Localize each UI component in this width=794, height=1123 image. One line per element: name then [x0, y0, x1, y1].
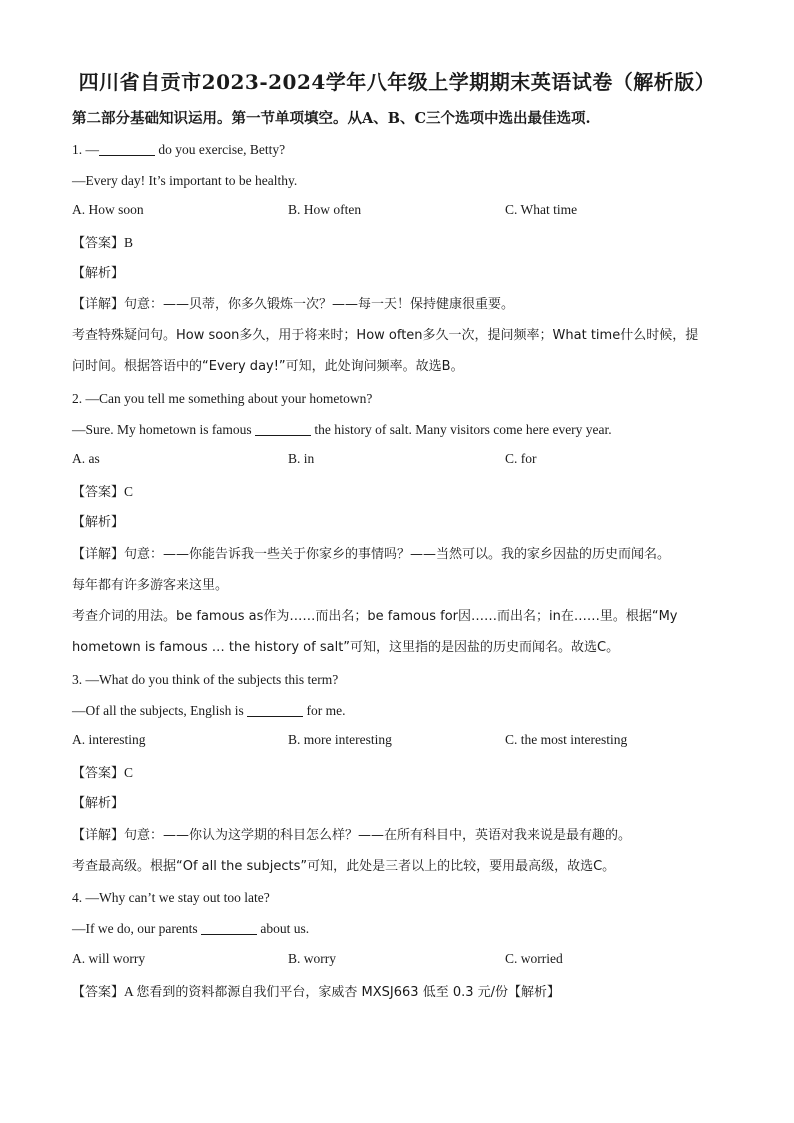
question-4-reply — [72, 919, 728, 939]
question-4-analysis-label: 【解析】 — [508, 985, 561, 1000]
question-3-detail-2: 考查最高级。根据“Of all the subjects”可知，此处是三者以上的比较，要用最高级，故选C。 — [72, 859, 616, 874]
answer-blank — [255, 422, 311, 436]
question-3-option-b: B. more interesting — [288, 732, 392, 747]
question-2-option-a: A. as — [72, 451, 100, 466]
question-4-option-b: B. worry — [288, 951, 336, 966]
question-2-stem: 2. —Can you tell me something about your hometown? — [72, 391, 373, 406]
question-1-answer — [72, 233, 728, 254]
q4-reply-end: about us. — [256, 921, 310, 936]
detail-text: 句意：——贝蒂，你多久锻炼一次？——每一天！保持健康很重要。 — [124, 297, 515, 312]
question-2-detail-1 — [72, 545, 728, 565]
q4-reply-start: —If we do, our parents — [72, 921, 201, 936]
question-3-detail-1 — [72, 826, 728, 846]
question-1-detail-3: 问时间。根据答语中的“Every day!”可知，此处询问频率。故选B。 — [72, 359, 464, 374]
q3-reply-end: for me. — [303, 703, 346, 718]
answer-label: 【答案】 — [72, 236, 125, 251]
question-1-option-c: C. What time — [505, 202, 578, 217]
question-1-option-a: A. How soon — [72, 202, 144, 217]
question-2-option-b: B. in — [288, 451, 315, 466]
question-1-reply: —Every day! It’s important to be healthy. — [72, 173, 298, 188]
question-1-analysis-label: 【解析】 — [72, 266, 125, 281]
question-2-detail-3: 考查介词的用法。be famous as作为……而出名；be famous for因……而出名；in在……里。根据“My — [72, 609, 678, 624]
q1-stem-end: do you exercise, Betty? — [155, 142, 286, 157]
question-4-option-c: C. worried — [505, 951, 563, 966]
question-2-analysis-label: 【解析】 — [72, 515, 125, 530]
question-4-answer — [72, 982, 728, 1003]
question-2-reply — [72, 420, 728, 440]
q1-stem-start: 1. — — [72, 142, 99, 157]
detail-text: 句意：——你认为这学期的科目怎么样？——在所有科目中，英语对我来说是最有趣的。 — [124, 828, 632, 843]
question-3-answer — [72, 763, 728, 784]
answer-value: B — [124, 235, 134, 250]
question-3-stem: 3. —What do you think of the subjects this term? — [72, 672, 339, 687]
answer-value: A — [124, 984, 134, 999]
question-1-detail-2: 考查特殊疑问句。How soon多久，用于将来时；How often多久一次，提问频率；What time什么时候，提 — [72, 328, 699, 343]
q2-reply-start: —Sure. My hometown is famous — [72, 422, 255, 437]
question-2-detail-4: hometown is famous … the history of salt”可知，这里指的是因盐的历史而闻名。故选C。 — [72, 640, 620, 655]
q2-reply-end: the history of salt. Many visitors come here every year. — [311, 422, 612, 437]
question-1-option-b: B. How often — [288, 202, 362, 217]
answer-label: 【答案】 — [72, 485, 125, 500]
detail-label: 【详解】 — [72, 547, 125, 562]
answer-label: 【答案】 — [72, 985, 125, 1000]
answer-blank — [247, 703, 303, 717]
answer-value: C — [124, 765, 134, 780]
answer-label: 【答案】 — [72, 766, 125, 781]
detail-label: 【详解】 — [72, 828, 125, 843]
question-3-option-a: A. interesting — [72, 732, 146, 747]
question-3-reply — [72, 701, 728, 721]
detail-text: 句意：——你能告诉我一些关于你家乡的事情吗？——当然可以。我的家乡因盐的历史而闻名。 — [124, 547, 671, 562]
question-2-detail-2: 每年都有许多游客来这里。 — [72, 578, 229, 593]
question-3-analysis-label: 【解析】 — [72, 796, 125, 811]
question-1-stem — [72, 140, 728, 160]
q3-reply-start: —Of all the subjects, English is — [72, 703, 248, 718]
question-4-option-a: A. will worry — [72, 951, 146, 966]
question-2-option-c: C. for — [505, 451, 537, 466]
answer-value: C — [124, 484, 134, 499]
answer-blank — [201, 921, 257, 935]
question-2-answer — [72, 482, 728, 503]
question-4-stem: 4. —Why can’t we stay out too late? — [72, 890, 270, 905]
platform-watermark: 您看到的资料都源自我们平台，家威杏 MXSJ663 低至 0.3 元/份 — [136, 985, 509, 1000]
detail-label: 【详解】 — [72, 297, 125, 312]
answer-blank — [99, 142, 155, 156]
question-1-detail-1 — [72, 295, 728, 315]
section-heading: 第二部分基础知识运用。第一节单项填空。从A、B、C三个选项中选出最佳选项. — [72, 110, 591, 127]
question-3-option-c: C. the most interesting — [505, 732, 628, 747]
document-title: 四川省自贡市2023-2024学年八年级上学期期末英语试卷（解析版） — [78, 70, 716, 94]
